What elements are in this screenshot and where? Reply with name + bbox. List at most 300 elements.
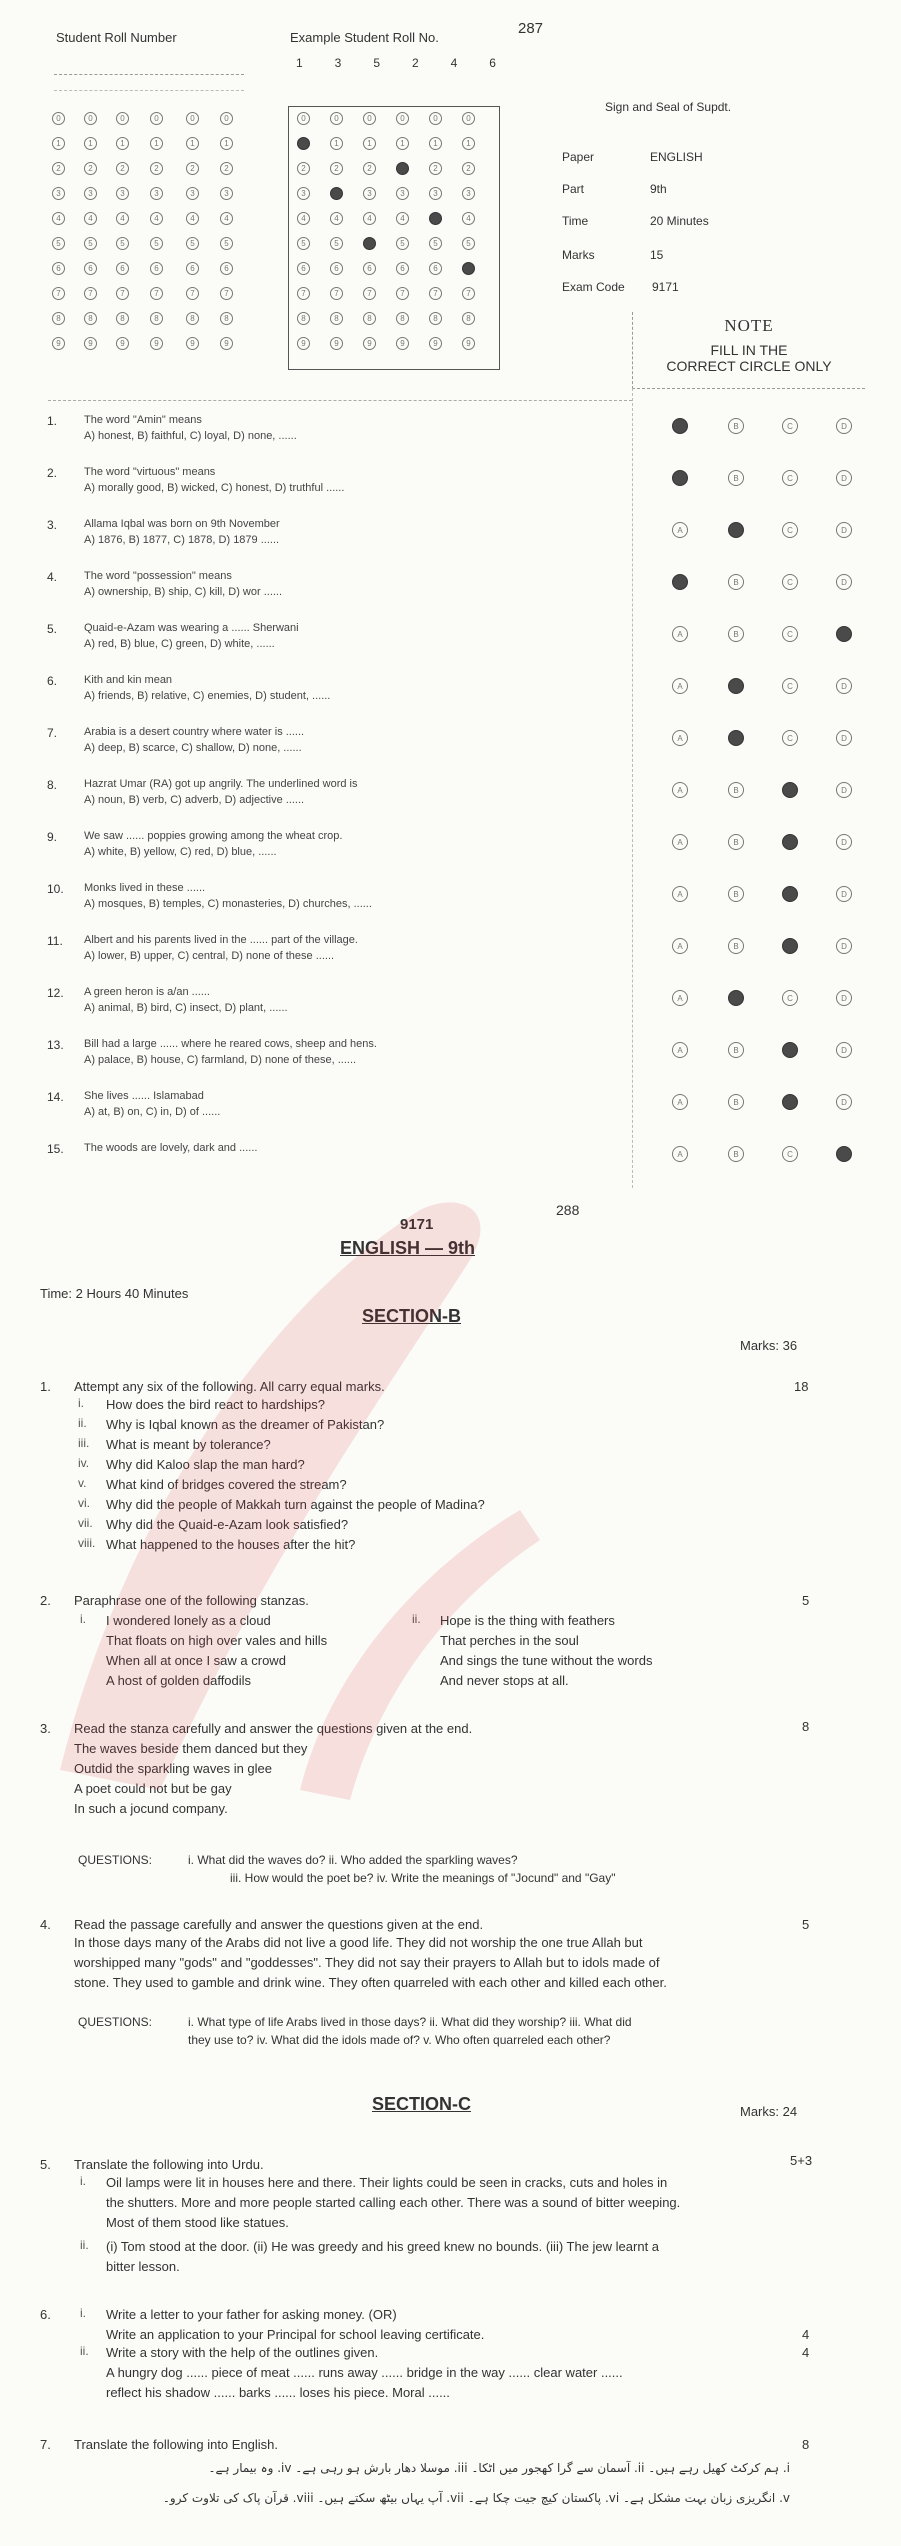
- q3-marks: 8: [802, 1719, 810, 1734]
- example-bubble: 0: [429, 112, 442, 125]
- answer-bubble-a[interactable]: [672, 470, 688, 486]
- example-bubble: 4: [330, 212, 343, 225]
- roll-bubble[interactable]: 7: [84, 287, 97, 300]
- q3-question-line1: i. What did the waves do? ii. Who added the sparkling waves?: [188, 1853, 518, 1867]
- answer-bubble-d[interactable]: [836, 1146, 852, 1162]
- q2-left-line: A host of golden daffodils: [106, 1673, 252, 1688]
- answer-bubble-b[interactable]: B: [728, 1146, 744, 1162]
- mcq-stem: Bill had a large ...... where he reared cows, sheep and hens.: [84, 1038, 377, 1050]
- answer-bubble-c[interactable]: C: [782, 470, 798, 486]
- q4-question-line1: i. What type of life Arabs lived in those days? ii. What did they worship? iii. What did: [188, 2015, 632, 2029]
- roll-bubble[interactable]: 9: [84, 337, 97, 350]
- part-label: Part: [562, 182, 585, 196]
- answer-bubble-a[interactable]: A: [672, 1094, 688, 1110]
- answer-bubble-d[interactable]: D: [836, 938, 852, 954]
- example-bubble: 1: [363, 137, 376, 150]
- roll-bubble[interactable]: 4: [116, 212, 129, 225]
- answer-bubble-c[interactable]: [782, 834, 798, 850]
- roll-entry-line: [54, 90, 244, 91]
- roll-bubble[interactable]: 1: [186, 137, 199, 150]
- roll-column: [52, 112, 65, 350]
- answer-bubble-b[interactable]: [728, 730, 744, 746]
- mcq-options: A) mosques, B) temples, C) monasteries, D) churches, ......: [84, 898, 372, 910]
- roll-bubble[interactable]: 3: [52, 187, 65, 200]
- example-bubble: 2: [462, 162, 475, 175]
- q1-item-numeral: iv.: [78, 1456, 90, 1470]
- q4-passage-line: worshipped many "gods" and "goddesses". They did not say their prayers to Allah but to idols made of: [74, 1955, 660, 1970]
- answer-bubble-c[interactable]: [782, 782, 798, 798]
- q1-item-numeral: iii.: [78, 1436, 90, 1450]
- example-bubble: 3: [363, 187, 376, 200]
- q6-part-i-line: Write a letter to your father for asking money. (OR): [106, 2307, 397, 2322]
- q1-item-numeral: vi.: [78, 1496, 90, 1510]
- roll-bubble[interactable]: 2: [186, 162, 199, 175]
- roll-bubble[interactable]: 0: [84, 112, 97, 125]
- roll-bubble[interactable]: 0: [52, 112, 65, 125]
- q6-part-i-line: Write an application to your Principal for school leaving certificate.: [106, 2327, 485, 2342]
- example-bubble: 8: [330, 312, 343, 325]
- q2-text: Paraphrase one of the following stanzas.: [74, 1593, 309, 1608]
- example-bubble: 1: [396, 137, 409, 150]
- example-bubble: 8: [462, 312, 475, 325]
- q1-item-text: Why did Kaloo slap the man hard?: [106, 1457, 305, 1472]
- roll-bubble[interactable]: 0: [116, 112, 129, 125]
- q6-part-ii: ii.: [80, 2344, 89, 2358]
- example-bubble: 9: [396, 337, 409, 350]
- example-bubble: 4: [363, 212, 376, 225]
- answer-bubble-d[interactable]: D: [836, 418, 852, 434]
- roll-bubble[interactable]: 2: [116, 162, 129, 175]
- q6-part-ii-line: Write a story with the help of the outlines given.: [106, 2345, 379, 2360]
- q1-item-text: What happened to the houses after the hit?: [106, 1537, 356, 1552]
- answer-bubble-d[interactable]: D: [836, 730, 852, 746]
- roll-bubble[interactable]: 9: [220, 337, 233, 350]
- q5-number: 5.: [40, 2157, 51, 2172]
- roll-bubble[interactable]: 6: [150, 262, 163, 275]
- answer-bubble-d[interactable]: D: [836, 522, 852, 538]
- mcq-options: A) morally good, B) wicked, C) honest, D) truthful ......: [84, 482, 345, 494]
- mcq-stem: Quaid-e-Azam was wearing a ...... Sherwani: [84, 622, 299, 634]
- answer-bubble-a[interactable]: A: [672, 1146, 688, 1162]
- roll-bubble[interactable]: 4: [220, 212, 233, 225]
- mcq-number: 8.: [47, 778, 58, 792]
- example-bubble: 7: [396, 287, 409, 300]
- example-bubble: 2: [429, 162, 442, 175]
- example-bubble: [429, 212, 442, 225]
- answer-bubble-c[interactable]: [782, 938, 798, 954]
- q2-left-line: I wondered lonely as a cloud: [106, 1613, 271, 1628]
- roll-bubble[interactable]: 8: [220, 312, 233, 325]
- answer-bubble-a[interactable]: A: [672, 834, 688, 850]
- marks-value: 15: [650, 248, 664, 262]
- q4-questions-label: QUESTIONS:: [78, 2015, 153, 2029]
- example-bubble: 5: [330, 237, 343, 250]
- subjective-time: Time: 2 Hours 40 Minutes: [40, 1286, 189, 1301]
- example-bubble: 0: [330, 112, 343, 125]
- mcq-stem: We saw ...... poppies growing among the wheat crop.: [84, 830, 343, 842]
- seal-label: Sign and Seal of Supdt.: [605, 100, 732, 114]
- mcq-number: 1.: [47, 414, 58, 428]
- mcq-stem: The word "Amin" means: [84, 414, 202, 426]
- mcq-number: 4.: [47, 570, 58, 584]
- q2-left-numeral: i.: [80, 1612, 86, 1626]
- q4-question-line2: they use to? iv. What did the idols made of? v. Who often quarreled each other?: [188, 2033, 611, 2047]
- mcq-options: A) animal, B) bird, C) insect, D) plant, ......: [84, 1002, 288, 1014]
- example-column: [297, 112, 310, 350]
- q2-marks: 5: [802, 1593, 810, 1608]
- answer-bubble-c[interactable]: C: [782, 574, 798, 590]
- example-bubble: 9: [462, 337, 475, 350]
- q5-marks: 5+3: [790, 2153, 813, 2168]
- answer-bubble-b[interactable]: B: [728, 782, 744, 798]
- time-label: Time: [562, 214, 589, 228]
- answer-bubble-a[interactable]: A: [672, 678, 688, 694]
- example-column: [363, 112, 376, 350]
- q3-questions-label: QUESTIONS:: [78, 1853, 153, 1867]
- example-bubble: 3: [429, 187, 442, 200]
- example-bubble: 1: [429, 137, 442, 150]
- roll-bubble[interactable]: 1: [116, 137, 129, 150]
- example-column: [396, 112, 409, 350]
- q1-item-numeral: viii.: [78, 1536, 96, 1550]
- answer-bubble-b[interactable]: B: [728, 470, 744, 486]
- section-c-title: SECTION-C: [372, 2094, 471, 2114]
- q7-number: 7.: [40, 2437, 51, 2452]
- answer-bubble-c[interactable]: C: [782, 522, 798, 538]
- answer-bubble-d[interactable]: D: [836, 886, 852, 902]
- example-bubble: 3: [396, 187, 409, 200]
- roll-bubble[interactable]: 7: [52, 287, 65, 300]
- roll-bubble[interactable]: 4: [52, 212, 65, 225]
- roll-bubble[interactable]: 8: [116, 312, 129, 325]
- example-bubble: 2: [363, 162, 376, 175]
- roll-bubble[interactable]: 6: [186, 262, 199, 275]
- q4-passage-line: stone. They used to gamble and drink wine. They often quarreled with each other and killed each other.: [74, 1975, 667, 1990]
- mcq-number: 12.: [47, 986, 64, 1000]
- q2-number: 2.: [40, 1593, 51, 1608]
- answer-bubble-d[interactable]: D: [836, 782, 852, 798]
- example-column: [330, 112, 343, 350]
- q1-number: 1.: [40, 1379, 51, 1394]
- q6-marks-i: 4: [802, 2327, 810, 2342]
- note-line2: CORRECT CIRCLE ONLY: [666, 358, 832, 374]
- example-bubble: 7: [462, 287, 475, 300]
- example-column: [462, 112, 475, 350]
- example-bubble: 7: [429, 287, 442, 300]
- example-roll-label: Example Student Roll No.: [290, 30, 439, 45]
- q1-item-text: What is meant by tolerance?: [106, 1437, 271, 1452]
- mcq-options: A) ownership, B) ship, C) kill, D) wor ......: [84, 586, 283, 598]
- mcq-number: 7.: [47, 726, 58, 740]
- q4-passage-line: In those days many of the Arabs did not live a good life. They did not worship the one true Allah but: [74, 1935, 643, 1950]
- example-bubble: 9: [429, 337, 442, 350]
- time-value: 20 Minutes: [650, 214, 709, 228]
- answer-bubble-d[interactable]: D: [836, 574, 852, 590]
- example-bubble: 7: [297, 287, 310, 300]
- mcq-stem: The word "possession" means: [84, 570, 232, 582]
- answer-bubble-c[interactable]: C: [782, 678, 798, 694]
- answer-bubble-a[interactable]: A: [672, 730, 688, 746]
- roll-bubble[interactable]: 2: [150, 162, 163, 175]
- answer-bubble-a[interactable]: A: [672, 886, 688, 902]
- mcq-number: 15.: [47, 1142, 64, 1156]
- roll-bubble[interactable]: 5: [220, 237, 233, 250]
- example-bubble: 2: [330, 162, 343, 175]
- answer-bubble-c[interactable]: [782, 1042, 798, 1058]
- answer-bubble-c[interactable]: [782, 1094, 798, 1110]
- answer-bubble-b[interactable]: B: [728, 626, 744, 642]
- roll-bubble[interactable]: 3: [116, 187, 129, 200]
- example-bubble: 7: [330, 287, 343, 300]
- marks-label: Marks: [562, 248, 595, 262]
- roll-bubble[interactable]: 2: [220, 162, 233, 175]
- roll-number-label: Student Roll Number: [56, 30, 177, 45]
- roll-bubble[interactable]: 5: [186, 237, 199, 250]
- answer-bubble-c[interactable]: C: [782, 990, 798, 1006]
- q7-text: Translate the following into English.: [74, 2437, 279, 2452]
- example-column: [429, 112, 442, 350]
- mcq-options: A) 1876, B) 1877, C) 1878, D) 1879 ......: [84, 534, 280, 546]
- example-bubble: 9: [297, 337, 310, 350]
- q5-part-ii-line: (i) Tom stood at the door. (ii) He was greedy and his greed knew no bounds. (iii) The jew learnt a: [106, 2239, 660, 2254]
- answer-bubble-b[interactable]: B: [728, 886, 744, 902]
- answer-bubble-c[interactable]: C: [782, 626, 798, 642]
- answer-bubble-b[interactable]: B: [728, 834, 744, 850]
- roll-bubble[interactable]: 7: [186, 287, 199, 300]
- section-c-marks: Marks: 24: [740, 2104, 798, 2119]
- q4-text: Read the passage carefully and answer the questions given at the end.: [74, 1917, 484, 1932]
- roll-bubble[interactable]: 2: [84, 162, 97, 175]
- roll-bubble[interactable]: 4: [84, 212, 97, 225]
- answer-bubble-c[interactable]: [782, 886, 798, 902]
- roll-bubble[interactable]: 7: [116, 287, 129, 300]
- example-bubble: [396, 162, 409, 175]
- answer-bubble-b[interactable]: B: [728, 1042, 744, 1058]
- answer-bubble-b[interactable]: [728, 678, 744, 694]
- q2-left-line: That floats on high over vales and hills: [106, 1633, 328, 1648]
- example-bubble: 4: [462, 212, 475, 225]
- answer-bubble-a[interactable]: [672, 574, 688, 590]
- roll-bubble[interactable]: 6: [84, 262, 97, 275]
- answer-bubble-b[interactable]: B: [728, 1094, 744, 1110]
- example-bubble: 3: [297, 187, 310, 200]
- q6-marks-ii: 4: [802, 2345, 810, 2360]
- example-bubble: 6: [363, 262, 376, 275]
- mcq-divider: [48, 400, 632, 401]
- roll-bubble[interactable]: 7: [150, 287, 163, 300]
- roll-bubble[interactable]: 0: [186, 112, 199, 125]
- mcq-options: A) lower, B) upper, C) central, D) none of these ......: [84, 950, 335, 962]
- q5-part-i-line: Oil lamps were lit in houses here and there. Their lights could be seen in cracks, cuts and holes in: [106, 2175, 668, 2190]
- q3-text: Read the stanza carefully and answer the questions given at the end.: [74, 1721, 473, 1736]
- example-bubble: 0: [297, 112, 310, 125]
- answer-bubble-d[interactable]: [836, 626, 852, 642]
- roll-bubble[interactable]: 8: [150, 312, 163, 325]
- roll-bubble[interactable]: 8: [84, 312, 97, 325]
- roll-bubble[interactable]: 5: [116, 237, 129, 250]
- roll-bubble[interactable]: 5: [52, 237, 65, 250]
- answer-bubble-b[interactable]: B: [728, 418, 744, 434]
- paper-code: 9171: [400, 1216, 434, 1233]
- answer-bubble-a[interactable]: A: [672, 990, 688, 1006]
- roll-bubble[interactable]: 9: [186, 337, 199, 350]
- answer-bubble-c[interactable]: C: [782, 730, 798, 746]
- roll-bubble[interactable]: 6: [52, 262, 65, 275]
- roll-bubble[interactable]: 3: [84, 187, 97, 200]
- q2-right-line: And sings the tune without the words: [440, 1653, 653, 1668]
- example-bubble: [330, 187, 343, 200]
- answer-bubble-a[interactable]: A: [672, 1042, 688, 1058]
- roll-bubble[interactable]: 2: [52, 162, 65, 175]
- q1-item-numeral: i.: [78, 1396, 84, 1410]
- part-value: 9th: [650, 182, 667, 196]
- mcq-stem: She lives ...... Islamabad: [84, 1090, 204, 1102]
- q2-right-numeral: ii.: [412, 1612, 421, 1626]
- roll-bubble[interactable]: 1: [220, 137, 233, 150]
- example-bubble: 6: [396, 262, 409, 275]
- answer-bubble-a[interactable]: A: [672, 938, 688, 954]
- roll-bubble[interactable]: 0: [150, 112, 163, 125]
- roll-bubble[interactable]: 5: [84, 237, 97, 250]
- roll-bubble[interactable]: 4: [150, 212, 163, 225]
- answer-bubble-a[interactable]: A: [672, 782, 688, 798]
- q1-item-text: Why did the Quaid-e-Azam look satisfied?: [106, 1517, 349, 1532]
- roll-bubble[interactable]: 6: [116, 262, 129, 275]
- mcq-stem: The word "virtuous" means: [84, 466, 216, 478]
- mcq-stem: Albert and his parents lived in the ...... part of the village.: [84, 934, 358, 946]
- paper-label: Paper: [562, 150, 595, 164]
- roll-bubble[interactable]: 8: [186, 312, 199, 325]
- roll-bubble[interactable]: 1: [84, 137, 97, 150]
- mcq-number: 10.: [47, 882, 64, 896]
- q2-right-line: And never stops at all.: [440, 1673, 569, 1688]
- q3-stanza-line: Outdid the sparkling waves in glee: [74, 1761, 273, 1776]
- mcq-options: A) white, B) yellow, C) red, D) blue, ......: [84, 846, 277, 858]
- q1-text: Attempt any six of the following. All carry equal marks.: [74, 1379, 385, 1394]
- answer-bubble-d[interactable]: D: [836, 1042, 852, 1058]
- paper-value: ENGLISH: [650, 150, 703, 164]
- example-bubble: 3: [462, 187, 475, 200]
- roll-bubble[interactable]: 0: [220, 112, 233, 125]
- roll-bubble[interactable]: 9: [150, 337, 163, 350]
- roll-bubble[interactable]: 4: [186, 212, 199, 225]
- mcq-stem: The woods are lovely, dark and ......: [84, 1142, 258, 1154]
- roll-bubble[interactable]: 9: [52, 337, 65, 350]
- q5-part-ii: ii.: [80, 2238, 89, 2252]
- example-bubble: 1: [330, 137, 343, 150]
- example-bubble: 0: [363, 112, 376, 125]
- mcq-number: 13.: [47, 1038, 64, 1052]
- mcq-options: A) red, B) blue, C) green, D) white, ......: [84, 638, 275, 650]
- q5-part-i: i.: [80, 2174, 86, 2188]
- answer-bubble-b[interactable]: [728, 990, 744, 1006]
- answer-bubble-b[interactable]: B: [728, 574, 744, 590]
- answer-bubble-a[interactable]: A: [672, 626, 688, 642]
- q6-part-i: i.: [80, 2306, 86, 2320]
- roll-bubble[interactable]: 3: [150, 187, 163, 200]
- q6-part-ii-line: A hungry dog ...... piece of meat ...... runs away ...... bridge in the way ...... clear water ......: [106, 2365, 623, 2380]
- q3-stanza-line: A poet could not but be gay: [74, 1781, 232, 1796]
- mcq-stem: Monks lived in these ......: [84, 882, 206, 894]
- section-b-title: SECTION-B: [362, 1306, 461, 1326]
- answer-bubble-b[interactable]: [728, 522, 744, 538]
- roll-bubble[interactable]: 3: [220, 187, 233, 200]
- q3-number: 3.: [40, 1721, 51, 1736]
- roll-bubble[interactable]: 6: [220, 262, 233, 275]
- q5-part-ii-line: bitter lesson.: [106, 2259, 180, 2274]
- example-bubble: 0: [462, 112, 475, 125]
- q6-part-ii-line: reflect his shadow ...... barks ...... loses his piece. Moral ......: [106, 2385, 450, 2400]
- answer-bubble-d[interactable]: D: [836, 1094, 852, 1110]
- example-bubble: [462, 262, 475, 275]
- answer-bubble-a[interactable]: A: [672, 522, 688, 538]
- answer-bubble-d[interactable]: D: [836, 470, 852, 486]
- roll-bubble[interactable]: 5: [150, 237, 163, 250]
- q1-item-text: Why is Iqbal known as the dreamer of Pakistan?: [106, 1417, 385, 1432]
- example-bubble: 7: [363, 287, 376, 300]
- example-bubble: 5: [396, 237, 409, 250]
- mcq-options: A) honest, B) faithful, C) loyal, D) none, ......: [84, 430, 297, 442]
- exam-code-value: 9171: [652, 280, 679, 294]
- answer-bubble-a[interactable]: [672, 418, 688, 434]
- answer-column-divider: [632, 388, 633, 1188]
- q5-text: Translate the following into Urdu.: [74, 2157, 264, 2172]
- roll-bubble[interactable]: 7: [220, 287, 233, 300]
- mcq-number: 9.: [47, 830, 58, 844]
- answer-bubble-c[interactable]: C: [782, 418, 798, 434]
- example-bubble: 2: [297, 162, 310, 175]
- example-bubble: [363, 237, 376, 250]
- answer-bubble-d[interactable]: D: [836, 990, 852, 1006]
- mcq-number: 5.: [47, 622, 58, 636]
- roll-bubble[interactable]: 1: [150, 137, 163, 150]
- example-bubble: [297, 137, 310, 150]
- roll-bubble[interactable]: 8: [52, 312, 65, 325]
- page-number-bottom: 288: [556, 1202, 580, 1218]
- mcq-options: A) deep, B) scarce, C) shallow, D) none, ......: [84, 742, 302, 754]
- q3-stanza-line: The waves beside them danced but they: [74, 1741, 308, 1756]
- roll-bubble[interactable]: 3: [186, 187, 199, 200]
- example-bubble: 5: [429, 237, 442, 250]
- mcq-stem: A green heron is a/an ......: [84, 986, 210, 998]
- example-bubble: 9: [330, 337, 343, 350]
- mcq-number: 6.: [47, 674, 58, 688]
- answer-bubble-b[interactable]: B: [728, 938, 744, 954]
- q2-right-line: Hope is the thing with feathers: [440, 1613, 615, 1628]
- example-bubble: 6: [330, 262, 343, 275]
- roll-bubble[interactable]: 1: [52, 137, 65, 150]
- mcq-stem: Allama Iqbal was born on 9th November: [84, 518, 280, 530]
- roll-column: [84, 112, 97, 350]
- q4-marks: 5: [802, 1917, 810, 1932]
- answer-bubble-d[interactable]: D: [836, 678, 852, 694]
- example-bubble: 8: [396, 312, 409, 325]
- roll-dash-line: [54, 74, 244, 75]
- roll-bubble[interactable]: 9: [116, 337, 129, 350]
- mcq-options: A) friends, B) relative, C) enemies, D) student, ......: [84, 690, 331, 702]
- answer-bubble-d[interactable]: D: [836, 834, 852, 850]
- example-bubble: 9: [363, 337, 376, 350]
- roll-column: [220, 112, 233, 350]
- q1-item-text: What kind of bridges covered the stream?: [106, 1477, 347, 1492]
- example-bubble: 8: [363, 312, 376, 325]
- mcq-stem: Hazrat Umar (RA) got up angrily. The underlined word is: [84, 778, 358, 790]
- q1-item-numeral: vii.: [78, 1516, 93, 1530]
- q1-item-numeral: ii.: [78, 1416, 87, 1430]
- answer-bubble-c[interactable]: C: [782, 1146, 798, 1162]
- q5-part-i-line: Most of them stood like statues.: [106, 2215, 289, 2230]
- example-bubble: 8: [297, 312, 310, 325]
